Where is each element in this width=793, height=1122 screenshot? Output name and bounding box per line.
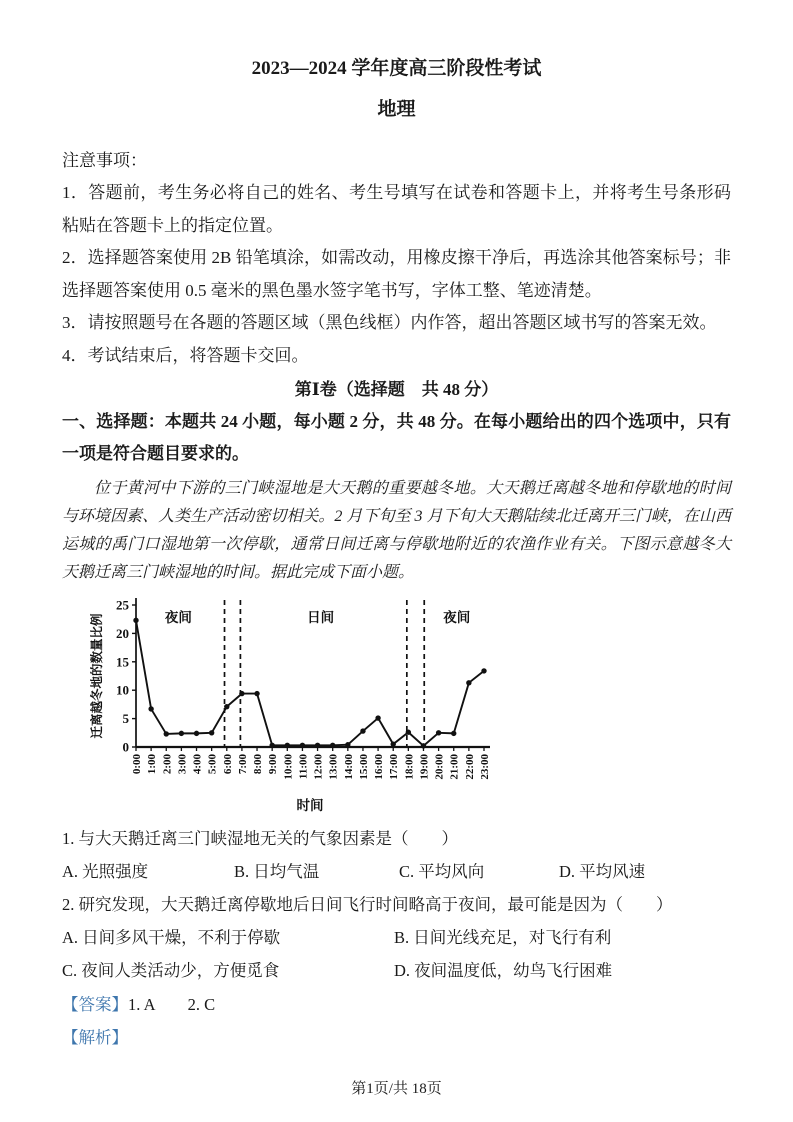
svg-text:8:00: 8:00	[252, 754, 265, 775]
migration-time-chart	[88, 593, 498, 820]
question-1-text: 1. 与大天鹅迁离三门峡湿地无关的气象因素是（ ）	[62, 829, 458, 848]
question-1-options	[62, 855, 731, 888]
svg-text:19:00: 19:00	[418, 754, 431, 780]
question-2-options-row-1	[62, 921, 731, 954]
svg-text:20: 20	[116, 625, 129, 641]
svg-text:21:00: 21:00	[448, 754, 461, 780]
question-2-option-c: C. 夜间人类活动少，方便觅食	[62, 961, 280, 980]
notice-item-4: 4．考试结束后，将答题卡交回。	[62, 345, 309, 365]
question-2-option-a: A. 日间多风干燥，不利于停歇	[62, 928, 281, 947]
svg-text:4:00: 4:00	[191, 754, 204, 775]
question-2-option-b: B. 日间光线充足，对飞行有利	[394, 928, 612, 947]
answer-label: 【答案】	[62, 995, 128, 1014]
svg-text:迁离越冬地的数量比例: 迁离越冬地的数量比例	[90, 613, 104, 739]
svg-text:22:00: 22:00	[463, 754, 476, 780]
question-1-option-c: C. 平均风向	[399, 862, 485, 881]
notice-item-1: 1．答题前，考生务必将自己的姓名、考生号填写在试卷和答题卡上，并将考生号条形码粘贴在答题卡上的指定位置。	[62, 183, 731, 235]
svg-text:9:00: 9:00	[267, 754, 280, 775]
svg-text:5: 5	[122, 711, 129, 727]
svg-text:15: 15	[116, 654, 129, 670]
svg-text:夜间: 夜间	[164, 610, 192, 625]
svg-text:3:00: 3:00	[176, 754, 189, 775]
volume-title: 第Ⅰ卷（选择题 共 48 分）	[294, 380, 499, 399]
notice-item-2: 2．选择题答案使用 2B 铅笔填涂，如需改动，用橡皮擦干净后，再选涂其他答案标号；非选择题答案使用 0.5 毫米的黑色墨水签字笔书写，字体工整、笔迹清楚。	[62, 248, 731, 300]
svg-text:13:00: 13:00	[327, 754, 340, 780]
question-2-text: 2. 研究发现，大天鹅迁离停歇地后日间飞行时间略高于夜间，最可能是因为（ ）	[62, 895, 673, 914]
svg-text:20:00: 20:00	[433, 754, 446, 780]
analysis-label: 【解析】	[62, 1028, 128, 1047]
exam-title: 2023—2024 学年度高三阶段性考试	[251, 58, 542, 79]
svg-text:0:00: 0:00	[131, 754, 143, 775]
svg-text:17:00: 17:00	[388, 754, 401, 780]
question-1-option-b: B. 日均气温	[234, 862, 320, 881]
answer-text: 1. A 2. C	[128, 995, 216, 1014]
section-instructions: 一、选择题：本题共 24 小题，每小题 2 分，共 48 分。在每小题给出的四个选项中，只有一项是符合题目要求的。	[62, 412, 731, 463]
svg-text:0: 0	[122, 739, 129, 755]
question-1-option-a: A. 光照强度	[62, 862, 149, 881]
svg-text:23:00: 23:00	[479, 754, 491, 780]
svg-text:15:00: 15:00	[357, 754, 370, 780]
svg-text:7:00: 7:00	[236, 754, 249, 775]
svg-text:10:00: 10:00	[282, 754, 295, 780]
notice-heading: 注意事项：	[62, 151, 147, 170]
svg-text:5:00: 5:00	[206, 754, 219, 775]
svg-text:14:00: 14:00	[342, 754, 355, 780]
svg-text:25: 25	[116, 597, 129, 613]
svg-text:12:00: 12:00	[312, 754, 325, 780]
exam-subject: 地理	[377, 99, 416, 120]
svg-text:11:00: 11:00	[297, 754, 310, 780]
answer-line	[62, 988, 731, 1021]
svg-text:2:00: 2:00	[161, 754, 174, 775]
svg-text:夜间: 夜间	[443, 610, 471, 625]
question-1-option-d: D. 平均风速	[559, 862, 646, 881]
page-footer: 第1页/共 18页	[351, 1081, 442, 1097]
svg-text:时间: 时间	[296, 798, 324, 813]
svg-text:1:00: 1:00	[146, 754, 159, 775]
svg-text:6:00: 6:00	[221, 754, 234, 775]
svg-text:日间: 日间	[307, 610, 335, 625]
svg-text:18:00: 18:00	[403, 754, 416, 780]
question-2-options-row-2	[62, 954, 731, 987]
notice-item-3: 3．请按照题号在各题的答题区域（黑色线框）内作答，超出答题区域书写的答案无效。	[62, 313, 717, 332]
svg-text:10: 10	[116, 682, 129, 698]
chart-canvas	[88, 593, 498, 815]
svg-text:16:00: 16:00	[373, 754, 386, 780]
passage-text: 位于黄河中下游的三门峡湿地是大天鹅的重要越冬地。大天鹅迁离越冬地和停歇地的时间与环境因素、人类生产活动密切相关。2 月下旬至 3 月下旬大天鹅陆续北迁离开三门峡，在山西运城的禹门口湿地第一次停歇，通常日间迁离与停歇地附近的农渔作业有关。下图示意越冬大天鹅迁离三门峡湿地的时间。据此完成下面小题。	[62, 480, 731, 581]
question-2-option-d: D. 夜间温度低，幼鸟飞行困难	[394, 961, 613, 980]
